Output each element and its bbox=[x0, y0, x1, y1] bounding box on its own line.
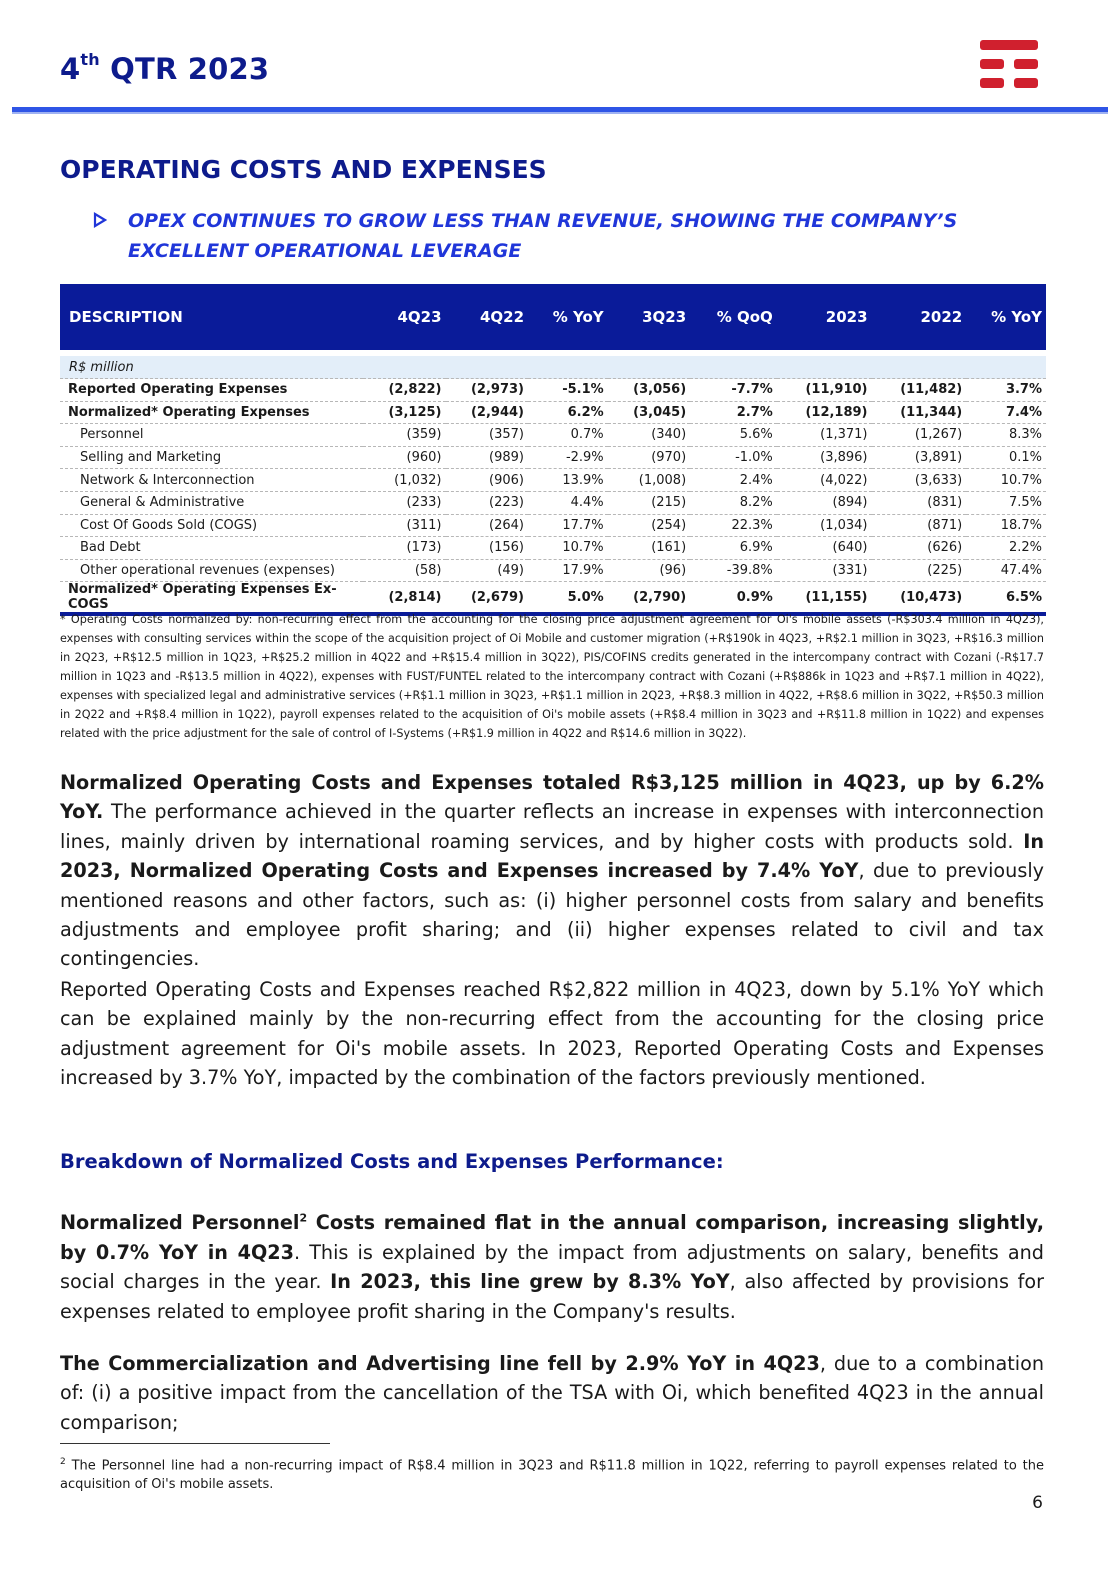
table-cell: 6.2% bbox=[528, 401, 608, 424]
table-row bbox=[60, 401, 1046, 424]
table-cell: 13.9% bbox=[528, 469, 608, 492]
table-cell: 5.0% bbox=[528, 582, 608, 615]
table-cell: (10,473) bbox=[872, 582, 967, 615]
row-label: Normalized* Operating Expenses Ex-COGS bbox=[60, 582, 363, 615]
table-cell: (640) bbox=[777, 537, 872, 560]
page-number: 6 bbox=[1032, 1493, 1043, 1513]
table-cell: 7.4% bbox=[966, 401, 1046, 424]
table-cell: 2.7% bbox=[690, 401, 777, 424]
table-cell: (894) bbox=[777, 491, 872, 514]
table-cell: (11,482) bbox=[872, 379, 967, 402]
table-cell: (1,267) bbox=[872, 424, 967, 447]
paragraph-reported-opex: Reported Operating Costs and Expenses reached R$2,822 million in 4Q23, down by 5.1% YoY which can be explained mainly by the non-recurring effect from the accounting for the closing price adjustment agreement for Oi's mobile assets. In 2023, Reported Operating Costs and Expenses increased by 3.7% YoY, impacted by the combination of the factors previously mentioned. bbox=[60, 978, 1044, 1090]
col-header-2023: 2023 bbox=[777, 284, 872, 353]
p3-text-1: . This is explained by the impact from adjustments on salary, benefits and social charges in the year. bbox=[60, 1240, 1044, 1294]
p3-bold-1b: Costs remained flat in the annual comparison, increasing slightly, by 0.7% YoY in 4Q23 bbox=[60, 1211, 1045, 1264]
p1-bold-2: In 2023, Normalized Operating Costs and Expenses increased by 7.4% YoY bbox=[60, 829, 1044, 883]
table-cell: -1.0% bbox=[690, 446, 777, 469]
table-cell: (3,896) bbox=[777, 446, 872, 469]
table-cell: (58) bbox=[363, 559, 446, 582]
opex-table bbox=[60, 284, 1046, 616]
table-cell: 0.1% bbox=[966, 446, 1046, 469]
breakdown-title: Breakdown of Normalized Costs and Expenses Performance: bbox=[60, 1150, 724, 1173]
table-cell: (970) bbox=[608, 446, 691, 469]
table-cell: 8.3% bbox=[966, 424, 1046, 447]
table-cell: (254) bbox=[608, 514, 691, 537]
logo-bar-bot-left bbox=[980, 78, 1004, 88]
p4-text-1: , due to a combination of: (i) a positive impact from the cancellation of the TSA with Oi, which benefited 4Q23 in the annual comparison; bbox=[60, 1352, 1044, 1434]
table-cell: (3,633) bbox=[872, 469, 967, 492]
row-label: Personnel bbox=[60, 424, 363, 447]
table-cell: (1,008) bbox=[608, 469, 691, 492]
p3-bold-1a: Normalized Personnel bbox=[60, 1211, 300, 1235]
table-cell: 0.9% bbox=[690, 582, 777, 615]
table-cell: (357) bbox=[446, 424, 529, 447]
col-header-qoq: % QoQ bbox=[690, 284, 777, 353]
table-cell: (359) bbox=[363, 424, 446, 447]
row-label: Network & Interconnection bbox=[60, 469, 363, 492]
table-cell: 47.4% bbox=[966, 559, 1046, 582]
table-row bbox=[60, 446, 1046, 469]
table-cell: (311) bbox=[363, 514, 446, 537]
table-cell: (2,679) bbox=[446, 582, 529, 615]
row-label: Other operational revenues (expenses) bbox=[60, 559, 363, 582]
p1-text-2: , due to previously mentioned reasons and other factors, such as: (i) higher personnel costs from salary and benefits adjustments and employee profit sharing; and (ii) higher expenses related to civil and tax contingencies. bbox=[60, 859, 1045, 971]
table-cell: 2.2% bbox=[966, 537, 1046, 560]
table-cell: 17.9% bbox=[528, 559, 608, 582]
table-cell: 18.7% bbox=[966, 514, 1046, 537]
col-header-description: DESCRIPTION bbox=[60, 284, 363, 353]
table-cell: 5.6% bbox=[690, 424, 777, 447]
table-cell: -2.9% bbox=[528, 446, 608, 469]
table-cell: (12,189) bbox=[777, 401, 872, 424]
table-cell: 22.3% bbox=[690, 514, 777, 537]
table-cell: (2,944) bbox=[446, 401, 529, 424]
title-ordinal: th bbox=[80, 50, 100, 69]
unit-label: R$ million bbox=[60, 353, 1046, 379]
table-cell: 2.4% bbox=[690, 469, 777, 492]
logo-bar-top bbox=[980, 40, 1038, 50]
table-cell: (960) bbox=[363, 446, 446, 469]
table-cell: 7.5% bbox=[966, 491, 1046, 514]
table-cell: 10.7% bbox=[966, 469, 1046, 492]
table-cell: (96) bbox=[608, 559, 691, 582]
header-rule bbox=[12, 107, 1108, 114]
p1-bold-1: Normalized Operating Costs and Expenses totaled R$3,125 million in 4Q23, up by 6.2% YoY. bbox=[60, 771, 1044, 824]
paragraph-normalized-opex bbox=[60, 768, 1044, 974]
table-cell: -7.7% bbox=[690, 379, 777, 402]
footnote-ref: 2 bbox=[299, 1212, 308, 1225]
row-label: Bad Debt bbox=[60, 537, 363, 560]
table-cell: (11,910) bbox=[777, 379, 872, 402]
row-label: Selling and Marketing bbox=[60, 446, 363, 469]
table-cell: (3,056) bbox=[608, 379, 691, 402]
row-label: Reported Operating Expenses bbox=[60, 379, 363, 402]
table-cell: (2,790) bbox=[608, 582, 691, 615]
table-cell: -39.8% bbox=[690, 559, 777, 582]
footnote-number: 2 bbox=[60, 1457, 66, 1467]
table-cell: (831) bbox=[872, 491, 967, 514]
table-cell: (161) bbox=[608, 537, 691, 560]
row-label: Cost Of Goods Sold (COGS) bbox=[60, 514, 363, 537]
logo-bar-mid-right bbox=[1014, 59, 1038, 69]
table-cell: (1,371) bbox=[777, 424, 872, 447]
table-cell: (11,155) bbox=[777, 582, 872, 615]
row-label: Normalized* Operating Expenses bbox=[60, 401, 363, 424]
section-subtitle: OPEX CONTINUES TO GROW LESS THAN REVENUE, SHOWING THE COMPANY’S EXCELLENT OPERATIONAL LEVERAGE bbox=[128, 210, 958, 262]
title-number: 4 bbox=[60, 52, 81, 86]
table-cell: 6.5% bbox=[966, 582, 1046, 615]
table-header-row bbox=[60, 284, 1046, 353]
table-cell: (906) bbox=[446, 469, 529, 492]
tim-logo-icon bbox=[980, 40, 1038, 90]
table-row bbox=[60, 537, 1046, 560]
p3-bold-2: In 2023, this line grew by 8.3% YoY bbox=[330, 1270, 730, 1294]
col-header-yoy: % YoY bbox=[528, 284, 608, 353]
table-cell: (215) bbox=[608, 491, 691, 514]
table-cell: (1,034) bbox=[777, 514, 872, 537]
table-cell: (11,344) bbox=[872, 401, 967, 424]
normalization-note: * Operating Costs normalized by: non-recurring effect from the accounting for the closing price adjustment agreement for Oi's mobile assets (-R$303.4 million in 4Q23), expenses with consulting services within the scope of the acquisition project of Oi Mobile and customer migration (+R$190k in 4Q23, +R$2.1 million in 3Q23, +R$16.3 million in 2Q23, +R$12.5 million in 1Q23, +R$25.2 million in 4Q22 and +R$15.4 million in 3Q22), PIS/COFINS credits generated in the intercompany contract with Cozani (-R$17.7 million in 1Q23 and -R$13.5 million in 4Q22), expenses with FUST/FUNTEL related to the intercompany contract with Cozani (+R$886k in 1Q23 and +R$7.1 million in 4Q22), expenses with specialized legal and administrative services (+R$1.1 million in 3Q23, +R$1.1 million in 2Q23, +R$8.3 million in 4Q22, +R$8.6 million in 3Q22, +R$50.3 million in 2Q22 and +R$8.4 million in 1Q22), payroll expenses related to the acquisition of Oi's mobile assets (+R$8.4 million in 3Q23 and +R$11.8 million in 1Q22) and expenses related with the price adjustment for the sale of control of I-Systems (+R$1.9 million in 4Q22 and R$14.6 million in 3Q22). bbox=[60, 613, 1044, 740]
table-cell: (2,973) bbox=[446, 379, 529, 402]
table-cell: (3,045) bbox=[608, 401, 691, 424]
table-cell: (3,891) bbox=[872, 446, 967, 469]
table-cell: 8.2% bbox=[690, 491, 777, 514]
table-cell: (225) bbox=[872, 559, 967, 582]
table-cell: (626) bbox=[872, 537, 967, 560]
table-cell: (1,032) bbox=[363, 469, 446, 492]
table-cell: (3,125) bbox=[363, 401, 446, 424]
table-cell: (4,022) bbox=[777, 469, 872, 492]
table-cell: (331) bbox=[777, 559, 872, 582]
table-cell: 0.7% bbox=[528, 424, 608, 447]
footnote-text: The Personnel line had a non-recurring impact of R$8.4 million in 3Q23 and R$11.8 million in 1Q22, referring to payroll expenses related to the acquisition of Oi's mobile assets. bbox=[60, 1458, 1044, 1493]
footnote bbox=[60, 1453, 1044, 1494]
table-cell: 4.4% bbox=[528, 491, 608, 514]
col-header-4q22: 4Q22 bbox=[446, 284, 529, 353]
logo-bar-mid-left bbox=[980, 59, 1004, 69]
table-cell: (49) bbox=[446, 559, 529, 582]
table-cell: 3.7% bbox=[966, 379, 1046, 402]
table-cell: 17.7% bbox=[528, 514, 608, 537]
report-period-title bbox=[60, 52, 269, 86]
table-row bbox=[60, 469, 1046, 492]
row-label: General & Administrative bbox=[60, 491, 363, 514]
p4-bold-1: The Commercialization and Advertising line fell by 2.9% YoY in 4Q23 bbox=[60, 1352, 820, 1375]
triangle-bullet-icon bbox=[93, 212, 107, 228]
col-header-4q23: 4Q23 bbox=[363, 284, 446, 353]
table-cell: 6.9% bbox=[690, 537, 777, 560]
table-cell: (156) bbox=[446, 537, 529, 560]
table-row bbox=[60, 379, 1046, 402]
table-cell: (223) bbox=[446, 491, 529, 514]
table-cell: (233) bbox=[363, 491, 446, 514]
table-row bbox=[60, 514, 1046, 537]
table-cell: (264) bbox=[446, 514, 529, 537]
table-body bbox=[60, 379, 1046, 615]
col-header-2022: 2022 bbox=[872, 284, 967, 353]
p1-text-1: The performance achieved in the quarter reflects an increase in expenses with interconnection lines, mainly driven by international roaming services, and by higher costs with products sold. bbox=[60, 800, 1044, 853]
title-rest: QTR 2023 bbox=[99, 52, 270, 86]
section-title: OPERATING COSTS AND EXPENSES bbox=[60, 155, 547, 184]
table-cell: -5.1% bbox=[528, 379, 608, 402]
unit-row bbox=[60, 353, 1046, 379]
table-cell: (2,822) bbox=[363, 379, 446, 402]
paragraph-commercialization bbox=[60, 1349, 1044, 1437]
table-row bbox=[60, 424, 1046, 447]
footnote-rule bbox=[60, 1443, 330, 1444]
table-cell: 10.7% bbox=[528, 537, 608, 560]
logo-bar-bot-right bbox=[1014, 78, 1038, 88]
table-cell: (989) bbox=[446, 446, 529, 469]
paragraph-personnel bbox=[60, 1204, 1044, 1326]
table-cell: (871) bbox=[872, 514, 967, 537]
table-cell: (173) bbox=[363, 537, 446, 560]
col-header-yoy-annual: % YoY bbox=[966, 284, 1046, 353]
table-cell: (340) bbox=[608, 424, 691, 447]
col-header-3q23: 3Q23 bbox=[608, 284, 691, 353]
p3-text-2: , also affected by provisions for expenses related to employee profit sharing in the Company's results. bbox=[60, 1270, 1044, 1323]
table-cell: (2,814) bbox=[363, 582, 446, 615]
table-row bbox=[60, 491, 1046, 514]
table-row bbox=[60, 559, 1046, 582]
